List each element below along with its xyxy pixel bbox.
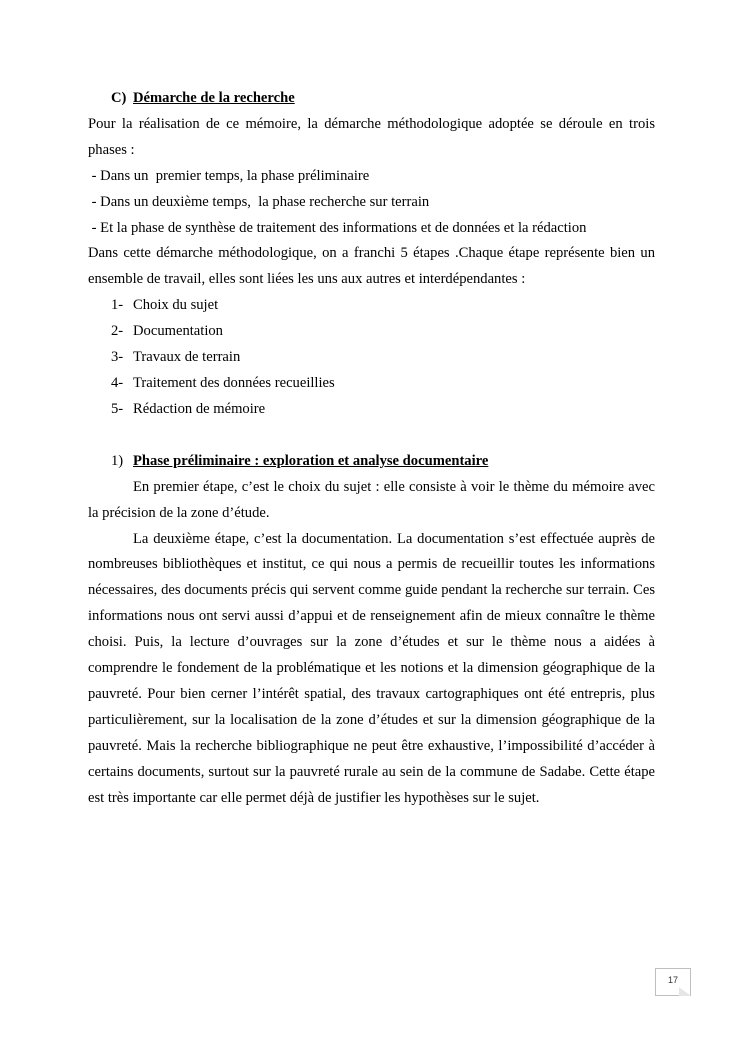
section-1-label: 1) — [111, 452, 124, 469]
step-label: Traitement des données recueillies — [133, 374, 335, 391]
phase-item: - Et la phase de synthèse de traitement des informations et de données et la rédaction — [88, 219, 587, 236]
steps-intro-paragraph: Dans cette démarche méthodologique, on a franchi 5 étapes .Chaque étape représente bien un ensemble de travail, elles sont liées les uns aux autres et interdépendantes : — [88, 245, 655, 288]
paragraph-first-step: En premier étape, c’est le choix du sujet : elle consiste à voir le thème du mémoire avec la précision de la zone d’étude. — [88, 478, 655, 521]
section-c-label: C) — [111, 90, 127, 106]
step-number: 3- — [111, 349, 124, 366]
intro-paragraph: Pour la réalisation de ce mémoire, la démarche méthodologique adoptée se déroule en trois phases : — [88, 115, 655, 158]
step-number: 5- — [111, 400, 124, 417]
document-body — [88, 86, 655, 811]
step-number: 1- — [111, 297, 124, 314]
paragraph-documentation: La deuxième étape, c’est la documentation. La documentation s’est effectuée auprès de nombreuses bibliothèques et institut, ce qui nous a permis de recueillir toutes les informations nécessaires, des documents précis qui servent comme guide pendant la recherche sur terrain. Ces informations nous ont servi aussi d’appui et de renseignement afin de mieux connaître le thème choisi. Puis, la lecture d’ouvrages sur la zone d’études et sur le thème nous a aidées à comprendre le fondement de la problématique et les notions et la dimension géographique de la pauvreté. Pour bien cerner l’intérêt spatial, des travaux cartographiques ont été entrepris, plus particulièrement, sur la localisation de la zone d’études et sur la dimension géographique de la pauvreté. Mais la recherche bibliographique ne peut être exhaustive, l’impossibilité d’accéder à certains documents, surtout sur la pauvreté rurale au sein de la commune de Sadabe. Cette étape est très importante car elle permet déjà de justifier les hypothèses sur le sujet. — [88, 530, 655, 806]
page-curl-icon — [679, 987, 691, 996]
phase-item: - Dans un premier temps, la phase préliminaire — [88, 167, 370, 184]
phases-list — [88, 164, 655, 242]
section-c-heading — [88, 86, 655, 112]
phase-item: - Dans un deuxième temps, la phase recherche sur terrain — [88, 193, 430, 210]
page-number: 17 — [667, 975, 678, 985]
step-label: Rédaction de mémoire — [133, 400, 266, 417]
section-c-title: Démarche de la recherche — [133, 90, 295, 106]
step-label: Choix du sujet — [133, 297, 219, 314]
list-item — [88, 319, 655, 345]
page-number-box — [655, 968, 691, 996]
step-label: Documentation — [133, 323, 223, 340]
step-label: Travaux de terrain — [133, 349, 241, 366]
section-1-title: Phase préliminaire : exploration et analyse documentaire — [133, 452, 489, 469]
list-item — [88, 397, 655, 423]
list-item — [88, 371, 655, 397]
steps-list — [88, 293, 655, 423]
list-item — [88, 345, 655, 371]
step-number: 2- — [111, 323, 124, 340]
section-1-heading — [88, 449, 655, 475]
spacer — [88, 423, 655, 449]
list-item — [88, 293, 655, 319]
step-number: 4- — [111, 374, 124, 391]
